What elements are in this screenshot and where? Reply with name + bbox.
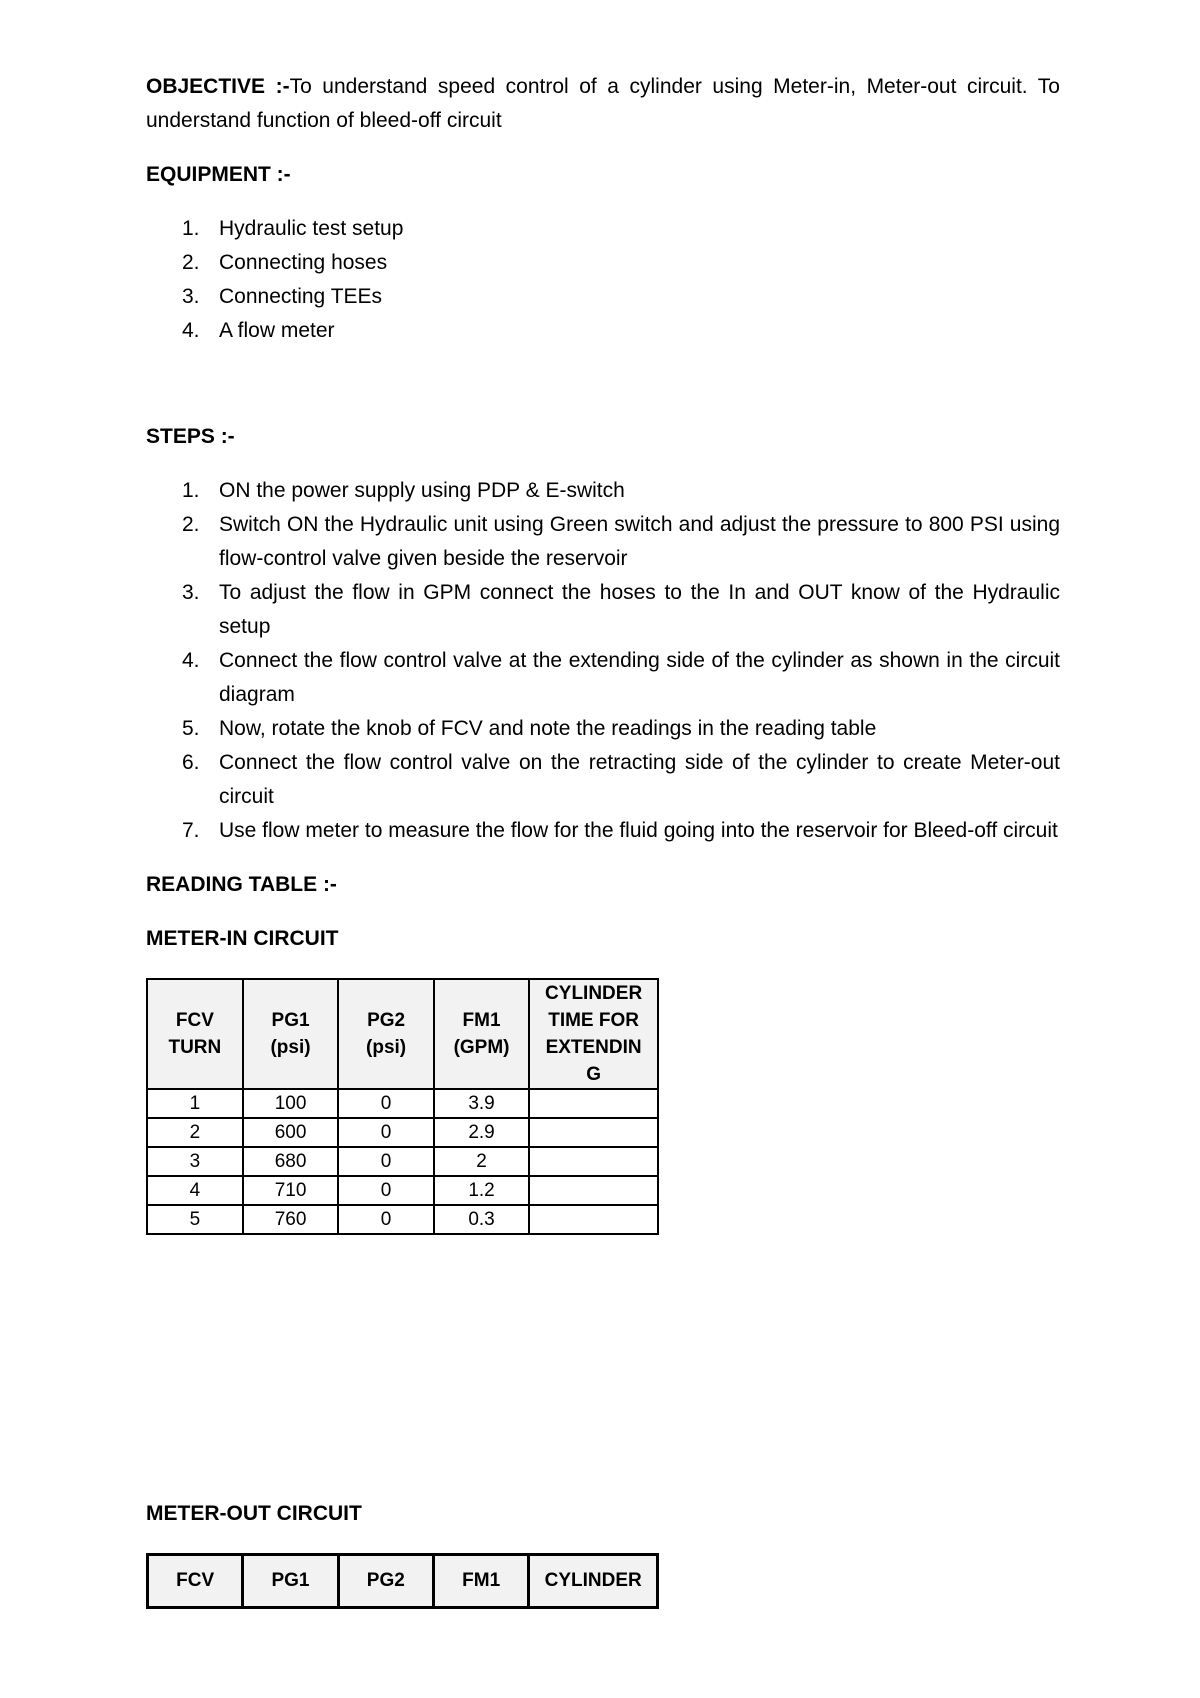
reading-table-heading: READING TABLE :- [146,873,337,896]
list-item: 3. To adjust the flow in GPM connect the hoses to the In and OUT know of the Hydraulic setup [182,581,1060,638]
header-fcv: FCV [148,1555,243,1608]
list-item: 1. ON the power supply using PDP & E-switch [182,479,625,502]
table-header-row [148,1555,658,1608]
list-item: 5. Now, rotate the knob of FCV and note the readings in the reading table [182,717,877,740]
meter-out-table [146,1553,659,1609]
list-item: 6. Connect the flow control valve on the retracting side of the cylinder to create Meter-out circuit [182,751,1060,808]
list-item: 4. Connect the flow control valve at the extending side of the cylinder as shown in the circuit diagram [182,649,1060,706]
table-row: 5 760 0 0.3 [147,1205,658,1234]
list-item: 2. Switch ON the Hydraulic unit using Green switch and adjust the pressure to 800 PSI using flow-control valve given beside the reservoir [182,513,1060,570]
list-item: 3. Connecting TEEs [182,285,383,308]
list-item: 7. Use flow meter to measure the flow for the fluid going into the reservoir for Bleed-off circuit [182,819,1058,842]
steps-list [146,474,1060,848]
equipment-list [146,212,1060,348]
table-row: 3 680 0 2 [147,1147,658,1176]
document-page [146,70,1060,1609]
table-header-row [147,979,658,1089]
list-item: 4. A flow meter [182,319,335,342]
list-item: 2. Connecting hoses [182,251,388,274]
header-fcv-turn: FCV TURN [147,979,243,1089]
table-row: 2 600 0 2.9 [147,1118,658,1147]
header-fm1: FM1 [433,1555,528,1608]
table-row: 4 710 0 1.2 [147,1176,658,1205]
steps-heading: STEPS :- [146,425,235,448]
objective-paragraph [146,70,1060,138]
header-pg1: PG1 [243,1555,338,1608]
meter-in-heading: METER-IN CIRCUIT [146,927,339,950]
header-cylinder-time: CYLINDER TIME FOR EXTENDIN G [529,979,658,1089]
objective-text: To understand speed control of a cylinder using Meter-in, Meter-out circuit. To understand function of bleed-off circuit [146,75,1060,132]
header-cylinder: CYLINDER [529,1555,658,1608]
header-fm1: FM1 (GPM) [434,979,529,1089]
header-pg2: PG2 (psi) [338,979,434,1089]
meter-in-table [146,978,659,1235]
list-item: 1. Hydraulic test setup [182,217,404,240]
objective-label: OBJECTIVE :- [146,75,290,98]
header-pg2: PG2 [338,1555,433,1608]
equipment-heading: EQUIPMENT :- [146,163,291,186]
meter-out-heading: METER-OUT CIRCUIT [146,1502,362,1525]
table-row: 1 100 0 3.9 [147,1089,658,1118]
header-pg1: PG1 (psi) [243,979,339,1089]
